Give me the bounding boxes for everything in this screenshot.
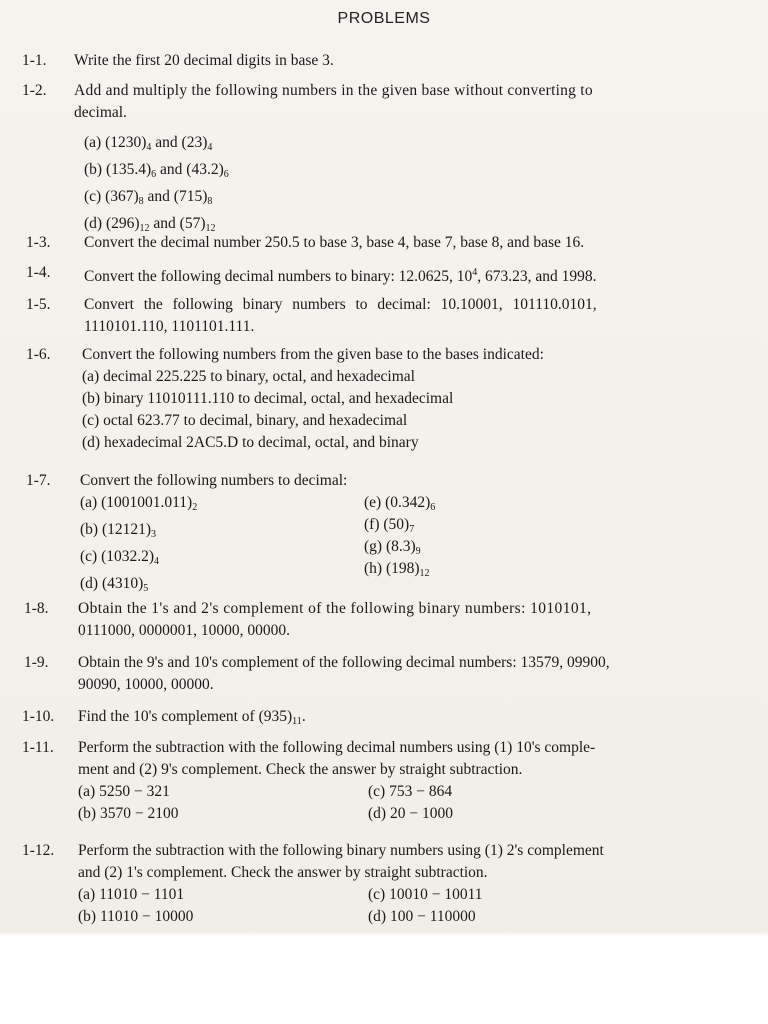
part-g: (g) $(8.3)_9$ bbox=[364, 538, 421, 557]
problem-text: and (2) 1's complement. Check the answer by straight subtraction. bbox=[78, 864, 488, 881]
problem-text: Obtain the 9's and 10's complement of the following decimal numbers: 13579, 09900, bbox=[78, 654, 610, 671]
part-c: (c) $(1032.2)_4$ bbox=[80, 548, 160, 567]
problem-text: Perform the subtraction with the following decimal numbers using (1) 10's comple- bbox=[78, 739, 596, 756]
problem-number: 1-12. bbox=[22, 842, 55, 859]
part-c: (c) 10010 − 10011 bbox=[368, 886, 483, 903]
part-f: (f) $(50)_7$ bbox=[364, 516, 415, 535]
problem-text: Obtain the 1's and 2's complement of the following binary numbers: 1010101, bbox=[78, 600, 592, 617]
part-d: (d) hexadecimal 2AC5.D to decimal, octal, and binary bbox=[82, 434, 419, 451]
part-b: (b) 3570 − 2100 bbox=[78, 805, 179, 822]
part-a: (a) $(1001001.011)_2$ bbox=[80, 494, 198, 513]
problem-number: 1-5. bbox=[26, 296, 51, 313]
problem-1-12 bbox=[22, 840, 762, 936]
problem-text: ment and (2) 9's complement. Check the answer by straight subtraction. bbox=[78, 761, 523, 778]
problem-number: 1-1. bbox=[22, 52, 47, 69]
problem-number: 1-2. bbox=[22, 82, 47, 99]
part-d: (d) 20 − 1000 bbox=[368, 805, 453, 822]
problem-text: Perform the subtraction with the following binary numbers using (1) 2's complement bbox=[78, 842, 604, 859]
problem-text: Convert the following decimal numbers to binary: 12.0625, $10^4$, 673.23, and 1998. bbox=[84, 267, 597, 285]
problem-number: 1-11. bbox=[22, 739, 54, 756]
problem-1-11 bbox=[22, 737, 762, 833]
problem-text: 0111000, 0000001, 10000, 00000. bbox=[78, 622, 290, 639]
problem-1-2-parts bbox=[84, 132, 229, 240]
part-b: (b) $(12121)_3$ bbox=[80, 521, 157, 540]
problem-number: 1-8. bbox=[24, 600, 49, 617]
part-b: (b) binary 11010111.110 to decimal, octal, and hexadecimal bbox=[82, 390, 454, 407]
part-c: (c) octal 623.77 to decimal, binary, and hexadecimal bbox=[82, 412, 408, 429]
problem-number: 1-3. bbox=[26, 234, 51, 251]
problem-number: 1-4. bbox=[26, 264, 51, 281]
problem-text: 1110101.110, 1101101.111. bbox=[84, 318, 255, 335]
problem-text: Find the 10's complement of $(935)_{11}$. bbox=[78, 708, 306, 727]
part-d: (d) $(296)_{12}$ and $(57)_{12}$ bbox=[84, 215, 216, 234]
part-d: (d) $(4310)_5$ bbox=[80, 575, 149, 594]
part-h: (h) $(198)_{12}$ bbox=[364, 560, 430, 579]
problem-text: Convert the decimal number 250.5 to base 3, base 4, base 7, base 8, and base 16. bbox=[84, 234, 585, 251]
part-a: (a) decimal 225.225 to binary, octal, and hexadecimal bbox=[82, 368, 415, 385]
problem-text: Convert the following numbers from the given base to the bases indicated: bbox=[82, 346, 544, 363]
problem-1-7 bbox=[26, 470, 756, 594]
problem-number: 1-7. bbox=[26, 472, 51, 489]
part-c: (c) 753 − 864 bbox=[368, 783, 453, 800]
part-b: (b) 11010 − 10000 bbox=[78, 908, 194, 925]
part-e: (e) $(0.342)_6$ bbox=[364, 494, 436, 513]
part-a: (a) 5250 − 321 bbox=[78, 783, 170, 800]
problem-number: 1-6. bbox=[26, 346, 51, 363]
part-b: (b) $(135.4)_6$ and $(43.2)_6$ bbox=[84, 161, 229, 180]
problem-number: 1-10. bbox=[22, 708, 55, 725]
page-title: PROBLEMS bbox=[337, 10, 431, 27]
problem-text: Write the first 20 decimal digits in base 3. bbox=[74, 52, 334, 69]
problem-text: 90090, 10000, 00000. bbox=[78, 676, 214, 693]
part-d: (d) 100 − 110000 bbox=[368, 908, 476, 925]
part-a: (a) 11010 − 1101 bbox=[78, 886, 185, 903]
problem-text: decimal. bbox=[74, 104, 127, 121]
problem-text: Add and multiply the following numbers in the given base without converting to bbox=[74, 82, 593, 99]
problem-number: 1-9. bbox=[24, 654, 49, 671]
problem-text: Convert the following binary numbers to decimal: 10.10001, 101110.0101, bbox=[84, 296, 597, 313]
problem-text: Convert the following numbers to decimal: bbox=[80, 472, 348, 489]
part-a: (a) $(1230)_4$ and $(23)_4$ bbox=[84, 134, 213, 153]
part-c: (c) $(367)_8$ and $(715)_8$ bbox=[84, 188, 213, 207]
